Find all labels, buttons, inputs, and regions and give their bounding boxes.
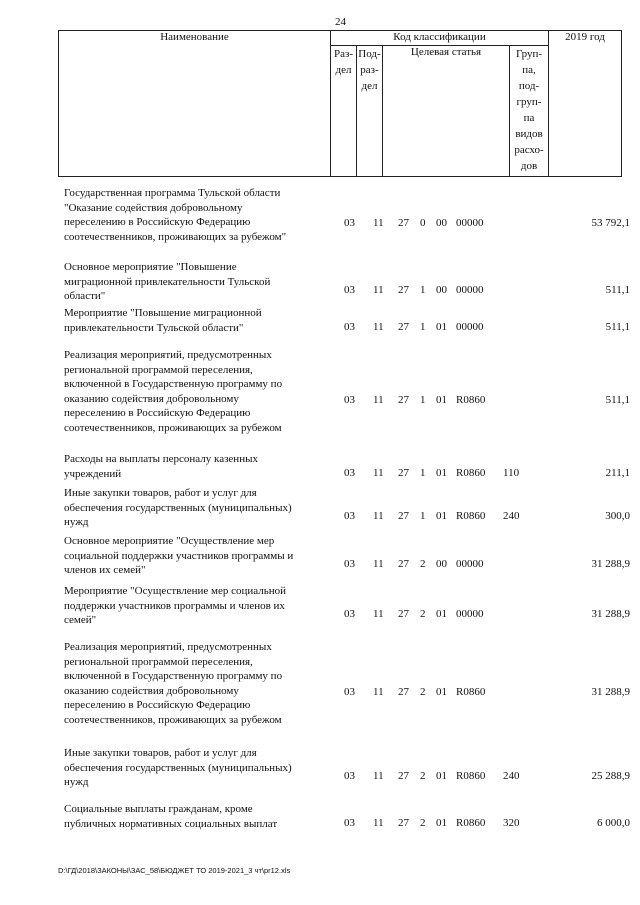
header-podrazdel-line: дел	[361, 80, 378, 92]
cell-amount: 300,0	[605, 510, 630, 522]
cell-t4: 00000	[456, 284, 484, 296]
cell-rz: 03	[344, 467, 355, 479]
row-name-line: региональной программой переселения,	[64, 655, 253, 668]
header-target: Целевая статья	[383, 46, 510, 177]
cell-amount: 511,1	[605, 394, 630, 406]
cell-t4: R0860	[456, 686, 486, 698]
row-name-line: обеспечения государственных (муниципальных)	[64, 761, 292, 774]
cell-t4: R0860	[456, 770, 486, 782]
cell-t2: 2	[420, 770, 426, 782]
row-name-line: миграционной привлекательности Тульской	[64, 275, 271, 288]
row-name-line: членов их семей"	[64, 564, 146, 577]
row-name	[64, 186, 334, 244]
row-name	[64, 746, 334, 790]
cell-amount: 511,1	[605, 321, 630, 333]
cell-t1: 27	[398, 608, 409, 620]
header-group-line: па	[523, 112, 535, 124]
cell-t4: 00000	[456, 558, 484, 570]
cell-rz: 03	[344, 510, 355, 522]
cell-rz: 03	[344, 394, 355, 406]
cell-amount: 211,1	[605, 467, 630, 479]
header-group-line: дов	[520, 160, 538, 172]
cell-rz: 03	[344, 608, 355, 620]
cell-rz: 03	[344, 686, 355, 698]
cell-pr: 11	[373, 770, 384, 782]
row-name-line: переселению в Российскую Федерацию	[64, 216, 251, 229]
row-name-line: Основное мероприятие "Повышение	[64, 261, 237, 273]
row-name-line: региональной программой переселения,	[64, 363, 253, 376]
row-name-line: Иные закупки товаров, работ и услуг для	[64, 487, 257, 499]
cell-pr: 11	[373, 394, 384, 406]
cell-rz: 03	[344, 284, 355, 296]
cell-t2: 2	[420, 686, 426, 698]
row-name-line: соотечественников, проживающих за рубежом"	[64, 230, 287, 243]
header-razdel-line: Раз-	[333, 48, 353, 60]
row-name	[64, 802, 334, 831]
cell-t2: 2	[420, 817, 426, 829]
cell-pr: 11	[373, 608, 384, 620]
cell-rz: 03	[344, 558, 355, 570]
file-path-footer: D:\ГД\2018\ЗАКОНЫ\ЗАС_58\БЮДЖЕТ ТО 2019-2021_3 чт\pr12.xls	[58, 866, 291, 875]
cell-amount: 53 792,1	[591, 217, 630, 229]
row-name-line: переселению в Российскую Федерацию	[64, 407, 251, 420]
row-name-line: оказанию содействия добровольному	[64, 684, 239, 697]
row-name-line: Основное мероприятие "Осуществление мер	[64, 535, 275, 547]
header-group-line: груп-	[516, 96, 542, 108]
row-name	[64, 584, 334, 628]
cell-t4: R0860	[456, 817, 486, 829]
cell-pr: 11	[373, 321, 384, 333]
cell-t3: 01	[436, 686, 447, 698]
row-name-line: включенной в Государственную программу по	[64, 670, 283, 683]
cell-t2: 1	[420, 394, 426, 406]
cell-t3: 01	[436, 321, 447, 333]
cell-rz: 03	[344, 817, 355, 829]
cell-rz: 03	[344, 770, 355, 782]
header-podrazdel-line: раз-	[360, 64, 379, 76]
cell-t3: 01	[436, 467, 447, 479]
header-year-col: 2019 год	[549, 31, 622, 177]
row-name	[64, 452, 334, 481]
row-name-line: поддержки участников программы и членов их	[64, 599, 285, 612]
row-name-line: соотечественников, проживающих за рубежом	[64, 421, 282, 434]
header-group-line: па,	[522, 64, 536, 76]
header-group-line: Груп-	[515, 48, 543, 60]
row-name-line: привлекательности Тульской области"	[64, 321, 244, 334]
row-name-line: нужд	[64, 516, 89, 529]
cell-t4: 00000	[456, 608, 484, 620]
cell-t3: 00	[436, 284, 447, 296]
cell-pr: 11	[373, 284, 384, 296]
cell-t2: 2	[420, 558, 426, 570]
row-name-line: Государственная программа Тульской области	[64, 187, 281, 199]
cell-t2: 1	[420, 467, 426, 479]
cell-t1: 27	[398, 686, 409, 698]
row-name-line: "Оказание содействия добровольному	[64, 201, 243, 214]
page-number: 24	[335, 16, 346, 28]
row-name-line: Социальные выплаты гражданам, кроме	[64, 803, 253, 815]
cell-t1: 27	[398, 321, 409, 333]
row-name-line: семей"	[64, 614, 97, 627]
cell-t4: R0860	[456, 467, 486, 479]
cell-t1: 27	[398, 510, 409, 522]
row-name-line: Реализация мероприятий, предусмотренных	[64, 349, 272, 361]
cell-pr: 11	[373, 558, 384, 570]
row-name-line: включенной в Государственную программу по	[64, 378, 283, 391]
cell-t2: 1	[420, 510, 426, 522]
cell-t2: 1	[420, 284, 426, 296]
cell-amount: 31 288,9	[591, 608, 630, 620]
cell-grp: 110	[503, 467, 520, 479]
cell-pr: 11	[373, 467, 384, 479]
header-podrazdel	[357, 46, 383, 177]
cell-amount: 31 288,9	[591, 558, 630, 570]
row-name	[64, 640, 334, 728]
row-name-line: переселению в Российскую Федерацию	[64, 699, 251, 712]
cell-t3: 00	[436, 558, 447, 570]
cell-t1: 27	[398, 217, 409, 229]
row-name	[64, 306, 334, 335]
cell-t1: 27	[398, 394, 409, 406]
row-name	[64, 260, 334, 304]
cell-pr: 11	[373, 217, 384, 229]
row-name-line: Мероприятие "Осуществление мер социальной	[64, 585, 286, 597]
header-code-col: Код классификации	[331, 31, 549, 46]
cell-pr: 11	[373, 686, 384, 698]
row-name-line: учреждений	[64, 467, 122, 480]
header-group-line: под-	[518, 80, 540, 92]
cell-t1: 27	[398, 284, 409, 296]
cell-rz: 03	[344, 321, 355, 333]
cell-t1: 27	[398, 817, 409, 829]
header-podrazdel-line: Под-	[358, 48, 381, 60]
row-name-line: обеспечения государственных (муниципальных)	[64, 501, 292, 514]
cell-amount: 25 288,9	[591, 770, 630, 782]
table-header	[58, 30, 622, 177]
header-group-line: расхо-	[514, 144, 544, 156]
cell-t1: 27	[398, 770, 409, 782]
row-name-line: Мероприятие "Повышение миграционной	[64, 307, 262, 319]
cell-t1: 27	[398, 467, 409, 479]
cell-t4: 00000	[456, 321, 484, 333]
row-name-line: нужд	[64, 776, 89, 789]
row-name-line: Расходы на выплаты персоналу казенных	[64, 453, 258, 465]
cell-rz: 03	[344, 217, 355, 229]
cell-t4: R0860	[456, 394, 486, 406]
row-name-line: соотечественников, проживающих за рубежом	[64, 713, 282, 726]
cell-t3: 01	[436, 394, 447, 406]
header-group	[510, 46, 549, 177]
cell-grp: 240	[503, 770, 520, 782]
row-name-line: области"	[64, 290, 106, 303]
row-name-line: социальной поддержки участников программы и	[64, 549, 294, 562]
cell-t2: 0	[420, 217, 426, 229]
row-name-line: оказанию содействия добровольному	[64, 392, 239, 405]
cell-t1: 27	[398, 558, 409, 570]
header-razdel	[331, 46, 357, 177]
cell-pr: 11	[373, 510, 384, 522]
cell-amount: 6 000,0	[597, 817, 630, 829]
cell-t4: R0860	[456, 510, 486, 522]
cell-t3: 00	[436, 217, 447, 229]
row-name	[64, 486, 334, 530]
cell-t3: 01	[436, 510, 447, 522]
row-name-line: публичных нормативных социальных выплат	[64, 817, 278, 830]
cell-amount: 31 288,9	[591, 686, 630, 698]
cell-pr: 11	[373, 817, 384, 829]
cell-t2: 2	[420, 608, 426, 620]
cell-t3: 01	[436, 770, 447, 782]
cell-grp: 240	[503, 510, 520, 522]
row-name-line: Иные закупки товаров, работ и услуг для	[64, 747, 257, 759]
cell-t2: 1	[420, 321, 426, 333]
cell-amount: 511,1	[605, 284, 630, 296]
cell-t3: 01	[436, 608, 447, 620]
cell-t4: 00000	[456, 217, 484, 229]
cell-grp: 320	[503, 817, 520, 829]
header-group-line: видов	[515, 128, 543, 140]
row-name	[64, 534, 334, 578]
header-razdel-line: дел	[335, 64, 352, 76]
cell-t3: 01	[436, 817, 447, 829]
row-name	[64, 348, 334, 436]
header-name-col: Наименование	[59, 31, 331, 177]
row-name-line: Реализация мероприятий, предусмотренных	[64, 641, 272, 653]
